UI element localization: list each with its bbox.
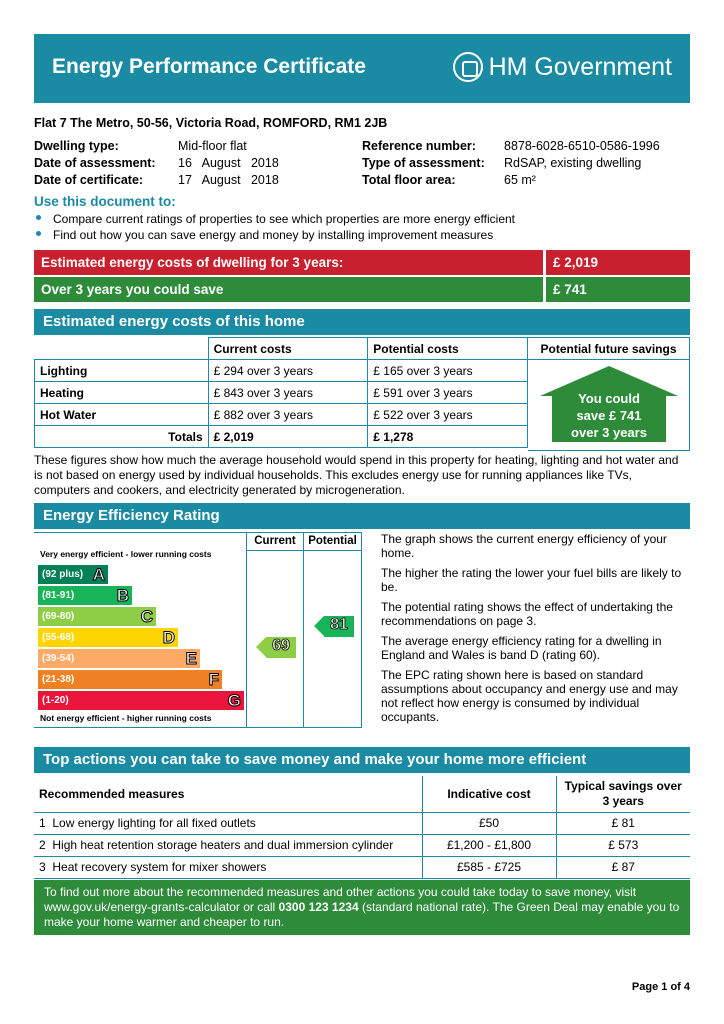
- current-cost-cell: £ 843 over 3 years: [208, 382, 368, 404]
- eer-paragraph: The EPC rating shown here is based on standard assumptions about occupancy and energy use and may not reflect how energy is consumed by individual occupants.: [381, 668, 678, 724]
- potential-savings-heading: Potential future savings: [528, 338, 689, 360]
- royal-crest-icon: [453, 52, 483, 82]
- estimated-cost-value: £ 2,019: [546, 250, 690, 275]
- eer-paragraph: The potential rating shows the effect of undertaking the recommendations on page 3.: [381, 600, 673, 628]
- column-potential-costs: Potential costs: [368, 338, 528, 360]
- phone-number: 0300 123 1234: [278, 900, 359, 914]
- band-letter: C: [140, 607, 153, 626]
- savings-text: [540, 390, 678, 441]
- estimated-cost-label: Estimated energy costs of dwelling for 3 years:: [34, 250, 543, 275]
- rating-band-a: [38, 565, 108, 584]
- detail-date-of-certificate: [34, 173, 279, 187]
- column-typical-savings: Typical savings over 3 years: [556, 776, 690, 812]
- table-row: [35, 404, 528, 426]
- rating-bands-area: [34, 532, 246, 728]
- band-range: (21-38): [42, 674, 75, 685]
- rating-band-d: [38, 628, 178, 647]
- cost-cell: £585 - £725: [422, 856, 556, 878]
- current-cost-cell: £ 882 over 3 years: [208, 404, 368, 426]
- bullet-text: Compare current ratings of properties to see which properties are more energy efficient: [53, 212, 516, 226]
- detail-total-floor-area: [362, 173, 536, 187]
- column-current-costs: Current costs: [208, 338, 368, 360]
- use-bullet: [36, 228, 493, 242]
- potential-savings-panel: [528, 337, 690, 451]
- totals-label: Totals: [35, 426, 209, 448]
- detail-date-of-assessment: [34, 156, 279, 170]
- totals-current: £ 2,019: [208, 426, 368, 448]
- table-header-row: [35, 338, 528, 360]
- current-rating-column: [246, 532, 304, 728]
- detail-value: Mid-floor flat: [178, 139, 247, 153]
- detail-label: Reference number:: [362, 139, 476, 153]
- table-row: [35, 382, 528, 404]
- potential-column-header: Potential: [304, 533, 361, 551]
- measure-text: Heat recovery system for mixer showers: [52, 860, 267, 874]
- measure-text: High heat retention storage heaters and dual immersion cylinder: [52, 838, 394, 852]
- band-letter: A: [92, 565, 105, 584]
- use-bullet: [36, 212, 515, 226]
- saving-cell: £ 573: [556, 834, 690, 856]
- savings-line: over 3 years: [571, 425, 647, 440]
- use-document-title: Use this document to:: [34, 194, 176, 209]
- measure-text: Low energy lighting for all fixed outlets: [52, 816, 256, 830]
- band-range: (69-80): [42, 611, 75, 622]
- more-info-text-end: (standard national rate). The Green Deal may enable you to make your home warmer and cheaper to run.: [44, 900, 680, 929]
- detail-label: Date of assessment:: [34, 156, 156, 170]
- table-row: [35, 360, 528, 382]
- rating-band-f: [38, 670, 222, 689]
- hm-government-logo: [453, 52, 672, 82]
- totals-row: [35, 426, 528, 448]
- rating-band-c: [38, 607, 156, 626]
- detail-label: Date of certificate:: [34, 173, 144, 187]
- current-rating-arrow: 69: [266, 637, 296, 658]
- detail-label: Type of assessment:: [362, 156, 485, 170]
- measure-cell: [34, 834, 422, 856]
- energy-rating-chart: [34, 532, 362, 728]
- saving-cell: £ 87: [556, 856, 690, 878]
- current-column-header: Current: [247, 533, 303, 551]
- estimated-cost-bar: [34, 250, 690, 275]
- rating-band-e: [38, 649, 200, 668]
- column-indicative-cost: Indicative cost: [422, 776, 556, 812]
- band-range: (39-54): [42, 653, 75, 664]
- band-range: (55-68): [42, 632, 75, 643]
- band-range: (92 plus): [42, 569, 84, 580]
- bullet-icon: [36, 215, 41, 220]
- detail-value: 17 August 2018: [178, 173, 279, 187]
- potential-cost-cell: £ 165 over 3 years: [368, 360, 528, 382]
- savings-line: You could: [578, 391, 640, 406]
- not-efficient-label: Not energy efficient - higher running costs: [40, 713, 212, 723]
- current-cost-cell: £ 294 over 3 years: [208, 360, 368, 382]
- table-header-row: [34, 776, 690, 812]
- costs-section-heading: Estimated energy costs of this home: [34, 309, 690, 335]
- band-letter: F: [208, 670, 219, 689]
- document-title: Energy Performance Certificate: [52, 55, 366, 78]
- more-info-text: To find out more about the recommended measures and other actions you could take today to save money, visit www.gov.uk/energy-grants-calculator or call: [44, 885, 637, 914]
- measure-number: 3: [39, 860, 46, 874]
- potential-cost-cell: £ 522 over 3 years: [368, 404, 528, 426]
- actions-section-heading: Top actions you can take to save money and make your home more efficient: [34, 747, 690, 773]
- detail-label: Total floor area:: [362, 173, 456, 187]
- row-label: Heating: [35, 382, 209, 404]
- savings-line: save £ 741: [576, 408, 642, 423]
- detail-type-of-assessment: [362, 156, 642, 170]
- hm-government-label: HM Government: [488, 52, 672, 81]
- band-range: (1-20): [42, 695, 69, 706]
- eer-section-heading: Energy Efficiency Rating: [34, 503, 690, 529]
- could-save-bar: [34, 277, 690, 302]
- row-label: Hot Water: [35, 404, 209, 426]
- could-save-value: £ 741: [546, 277, 690, 302]
- eer-explanation: [381, 532, 691, 730]
- detail-reference-number: [362, 139, 660, 153]
- band-letter: E: [185, 649, 197, 668]
- property-address: Flat 7 The Metro, 50-56, Victoria Road, ROMFORD, RM1 2JB: [34, 116, 388, 130]
- could-save-label: Over 3 years you could save: [34, 277, 543, 302]
- measure-cell: [34, 856, 422, 878]
- cost-cell: £1,200 - £1,800: [422, 834, 556, 856]
- table-corner: [35, 338, 209, 360]
- house-savings-icon: [540, 366, 678, 444]
- band-letter: B: [116, 586, 129, 605]
- column-recommended-measures: Recommended measures: [34, 776, 422, 812]
- table-row: [34, 856, 690, 878]
- detail-value: 65 m²: [504, 173, 536, 187]
- page-number: Page 1 of 4: [631, 981, 690, 993]
- measure-number: 2: [39, 838, 46, 852]
- detail-value: 16 August 2018: [178, 156, 279, 170]
- page-header: [34, 34, 690, 103]
- detail-label: Dwelling type:: [34, 139, 119, 153]
- potential-rating-arrow: 81: [324, 616, 354, 637]
- band-range: (81-91): [42, 590, 75, 601]
- energy-costs-table: [34, 337, 528, 448]
- bullet-text: Find out how you can save energy and money by installing improvement measures: [53, 228, 494, 242]
- eer-paragraph: The higher the rating the lower your fuel bills are likely to be.: [381, 566, 682, 594]
- band-letter: D: [162, 628, 175, 647]
- eer-paragraph: The graph shows the current energy efficiency of your home.: [381, 532, 667, 560]
- detail-value: RdSAP, existing dwelling: [504, 156, 642, 170]
- recommended-actions-table: [34, 776, 690, 879]
- rating-band-g: [38, 691, 244, 710]
- totals-potential: £ 1,278: [368, 426, 528, 448]
- saving-cell: £ 81: [556, 812, 690, 834]
- rating-band-b: [38, 586, 132, 605]
- detail-dwelling-type: [34, 139, 247, 153]
- costs-explanation: These figures show how much the average household would spend in this property for heating, lighting and hot water and is not based on energy used by individual households. This excludes energy use for running appliances like TVs, computers and cookers, and electricity generated by microgeneration.: [34, 453, 679, 497]
- very-efficient-label: Very energy efficient - lower running costs: [40, 549, 212, 559]
- band-letter: G: [227, 691, 241, 710]
- cost-cell: £50: [422, 812, 556, 834]
- measure-number: 1: [39, 816, 46, 830]
- more-info-box: [34, 880, 690, 935]
- measure-cell: [34, 812, 422, 834]
- eer-paragraph: The average energy efficiency rating for a dwelling in England and Wales is band D (rating 60).: [381, 634, 662, 662]
- potential-cost-cell: £ 591 over 3 years: [368, 382, 528, 404]
- detail-value: 8878-6028-6510-0586-1996: [504, 139, 660, 153]
- table-row: [34, 812, 690, 834]
- table-row: [34, 834, 690, 856]
- row-label: Lighting: [35, 360, 209, 382]
- bullet-icon: [36, 231, 41, 236]
